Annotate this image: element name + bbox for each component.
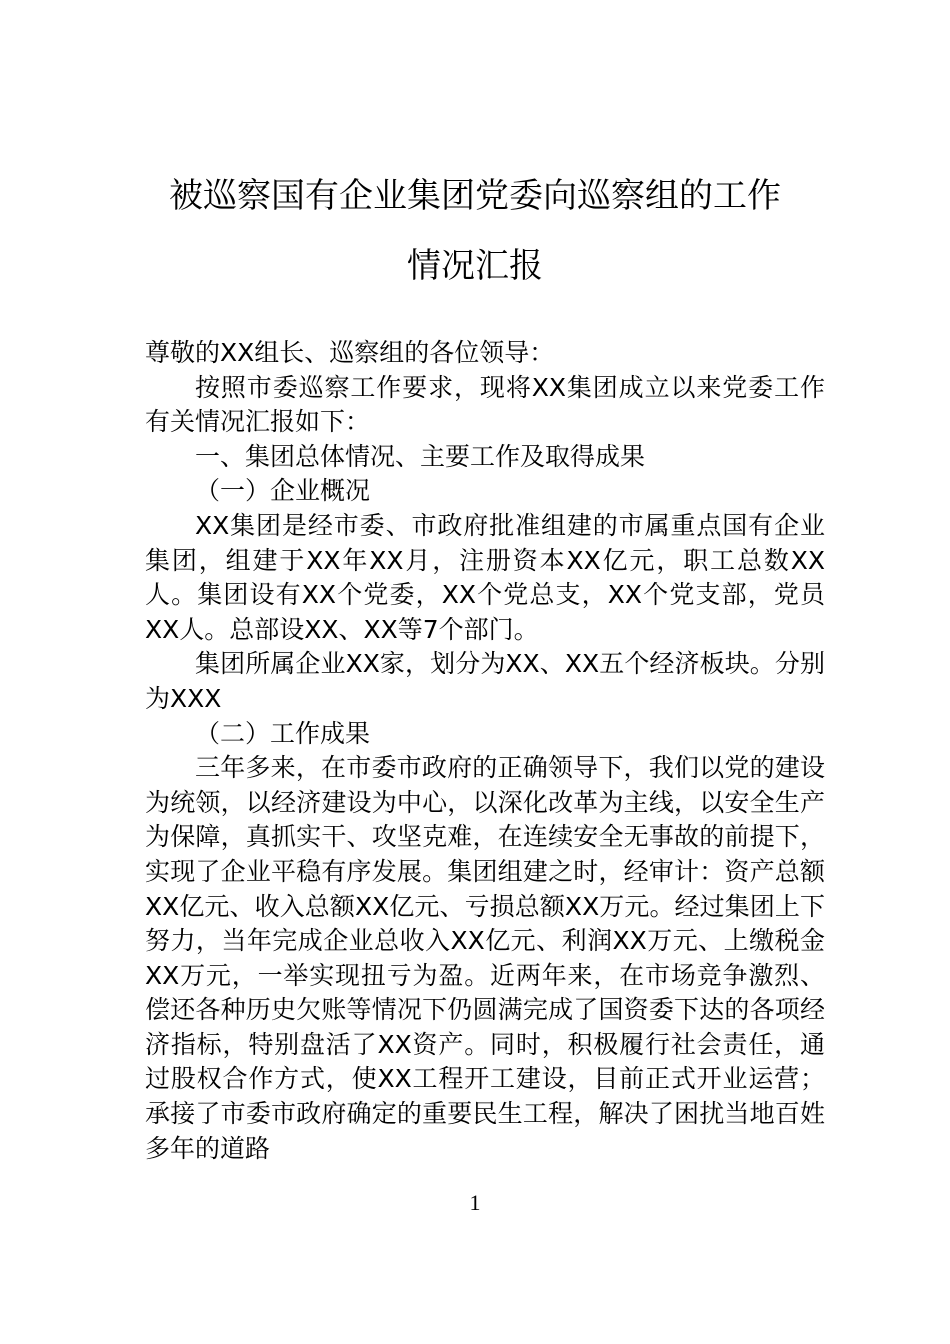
subsection-heading-overview: （一）企业概况 bbox=[195, 476, 371, 506]
salutation: 尊敬的XX组长、巡察组的各位领导： bbox=[145, 338, 555, 367]
paragraph-company-overview: XX集团是经市委、市政府批准组建的市属重点国有企业集团，组建于XX年XX月，注册资本XX亿元，职工总数XX人。集团设有XX个党委，XX个党总支，XX个党支部，党员XX人。总部设XX、XX等7个部门。 bbox=[145, 510, 825, 644]
document-title-line-1: 被巡察国有企业集团党委向巡察组的工作 bbox=[169, 176, 781, 216]
paragraph-intro: 按照市委巡察工作要求，现将XX集团成立以来党委工作有关情况汇报如下： bbox=[145, 372, 825, 437]
section-heading-1: 一、集团总体情况、主要工作及取得成果 bbox=[195, 441, 646, 471]
page-number: 1 bbox=[469, 1190, 481, 1215]
document-title-line-2: 情况汇报 bbox=[407, 246, 543, 286]
document-body bbox=[145, 336, 825, 1166]
subsection-heading-achievements: （二）工作成果 bbox=[195, 718, 371, 748]
paragraph-achievements: 三年多来，在市委市政府的正确领导下，我们以党的建设为统领，以经济建设为中心，以深化改革为主线，以安全生产为保障，真抓实干、攻坚克难，在连续安全无事故的前提下，实现了企业平稳有序发展。集团组建之时，经审计：资产总额XX亿元、收入总额XX亿元、亏损总额XX万元。经过集团上下努力，当年完成企业总收入XX亿元、利润XX万元、上缴税金XX万元，一举实现扭亏为盈。近两年来，在市场竞争激烈、偿还各种历史欠账等情况下仍圆满完成了国资委下达的各项经济指标，特别盘活了XX资产。同时，积极履行社会责任，通过股权合作方式，使XX工程开工建设，目前正式开业运营；承接了市委市政府确定的重要民生工程，解决了困扰当地百姓多年的道路 bbox=[145, 753, 825, 1163]
paragraph-subsidiaries: 集团所属企业XX家，划分为XX、XX五个经济板块。分别为XXX bbox=[145, 649, 825, 713]
